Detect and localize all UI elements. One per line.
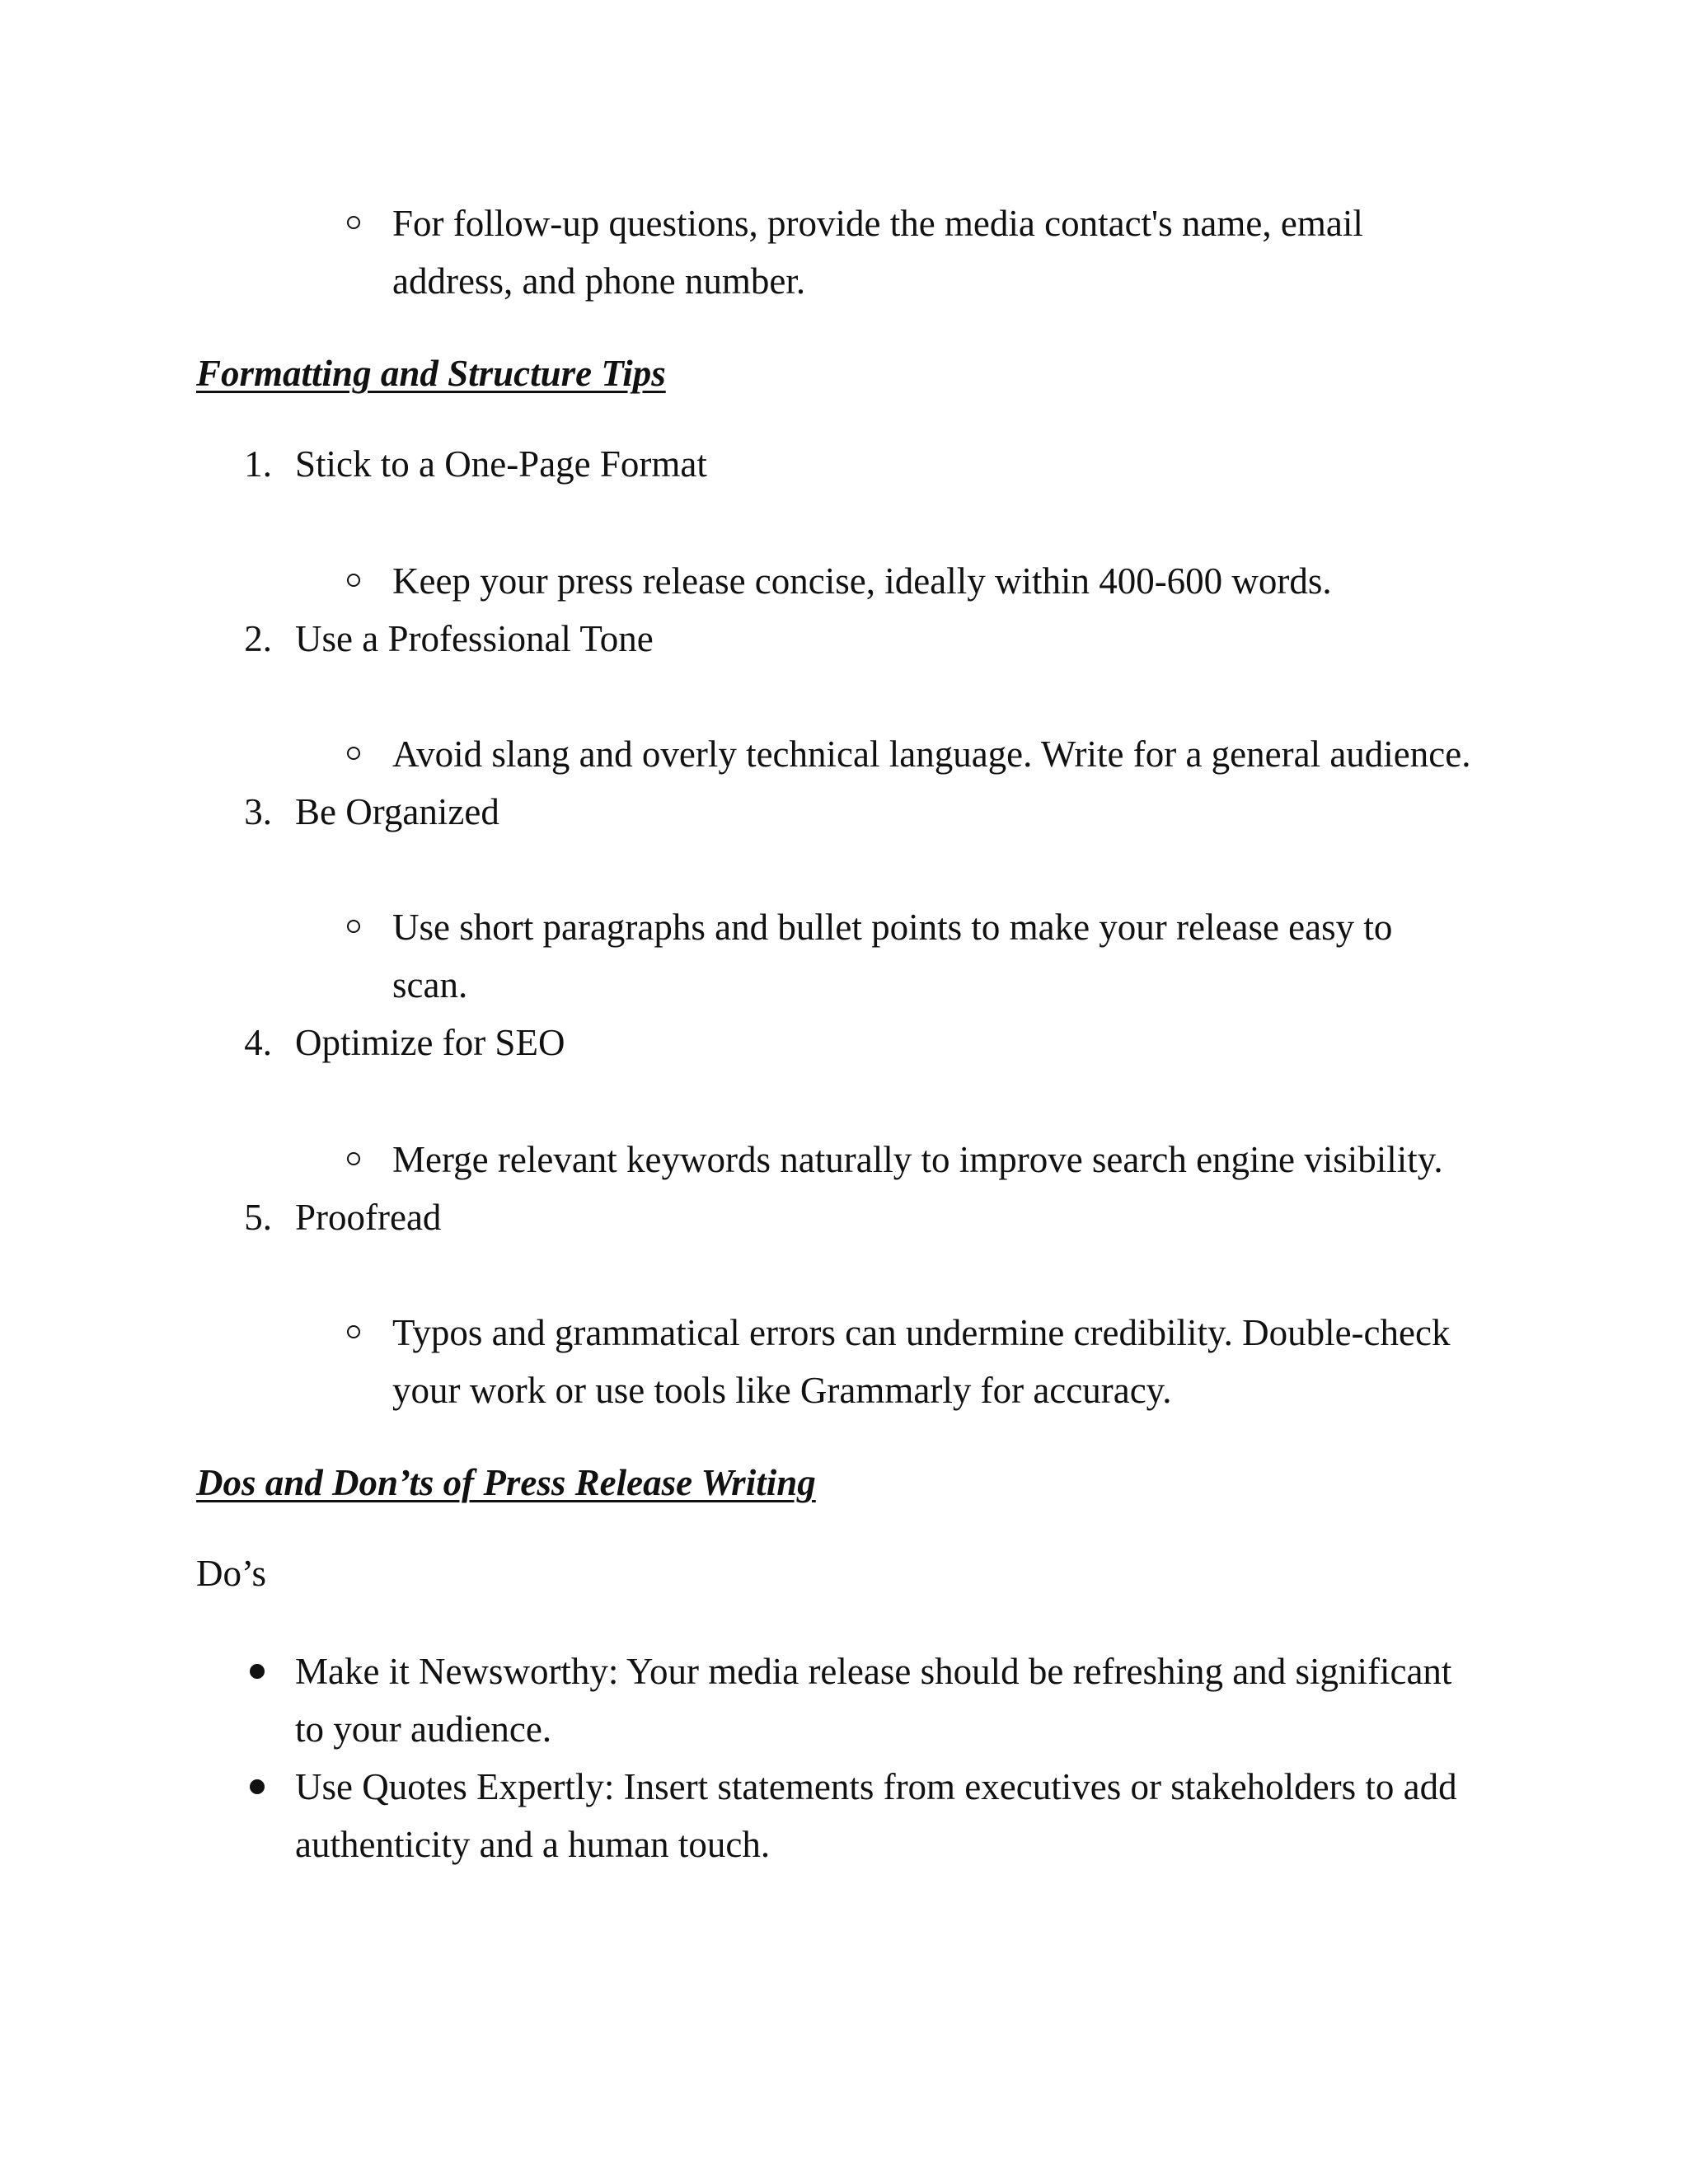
sub-bullet-marker <box>347 747 360 760</box>
sub-bullet-text: Use short paragraphs and bullet points to make your release easy to <box>392 907 1393 948</box>
dos-label: Do’s <box>196 1553 267 1594</box>
sub-bullet-marker <box>347 1325 360 1338</box>
list-number: 2. <box>244 618 272 659</box>
list-item-title: Optimize for SEO <box>295 1022 565 1063</box>
list-item-title: Proofread <box>295 1197 442 1238</box>
sub-bullet-text: Typos and grammatical errors can undermine credibility. Double-check <box>392 1312 1451 1353</box>
sub-bullet-text: scan. <box>392 964 468 1005</box>
list-number: 3. <box>244 791 272 832</box>
section-heading-formatting: Formatting and Structure Tips <box>196 353 666 394</box>
disc-bullet-marker <box>250 1664 265 1679</box>
sub-bullet-text: Keep your press release concise, ideally within 400-600 words. <box>392 560 1332 602</box>
list-number: 5. <box>244 1197 272 1238</box>
list-number: 4. <box>244 1022 272 1063</box>
list-item-title: Stick to a One-Page Format <box>295 443 707 485</box>
dos-item-text: to your audience. <box>295 1708 552 1750</box>
dos-item-text: Make it Newsworthy: Your media release should be refreshing and significant <box>295 1651 1452 1692</box>
sub-bullet-marker <box>347 216 360 229</box>
sub-bullet-text: Merge relevant keywords naturally to improve search engine visibility. <box>392 1139 1443 1180</box>
sub-bullet-marker <box>347 1152 360 1165</box>
sub-bullet-text: Avoid slang and overly technical language. Write for a general audience. <box>392 733 1471 775</box>
dos-item-text: Use Quotes Expertly: Insert statements from executives or stakeholders to add <box>295 1766 1457 1807</box>
section-heading-dos-donts: Dos and Don’ts of Press Release Writing <box>196 1462 816 1503</box>
list-item-title: Be Organized <box>295 791 499 832</box>
sub-bullet-text: For follow-up questions, provide the media contact's name, email <box>392 203 1363 244</box>
list-item-title: Use a Professional Tone <box>295 618 654 659</box>
sub-bullet-marker <box>347 574 360 587</box>
sub-bullet-text: address, and phone number. <box>392 260 806 302</box>
list-number: 1. <box>244 443 272 485</box>
sub-bullet-text: your work or use tools like Grammarly for accuracy. <box>392 1370 1172 1411</box>
dos-item-text: authenticity and a human touch. <box>295 1824 771 1865</box>
disc-bullet-marker <box>250 1779 265 1794</box>
sub-bullet-marker <box>347 920 360 933</box>
